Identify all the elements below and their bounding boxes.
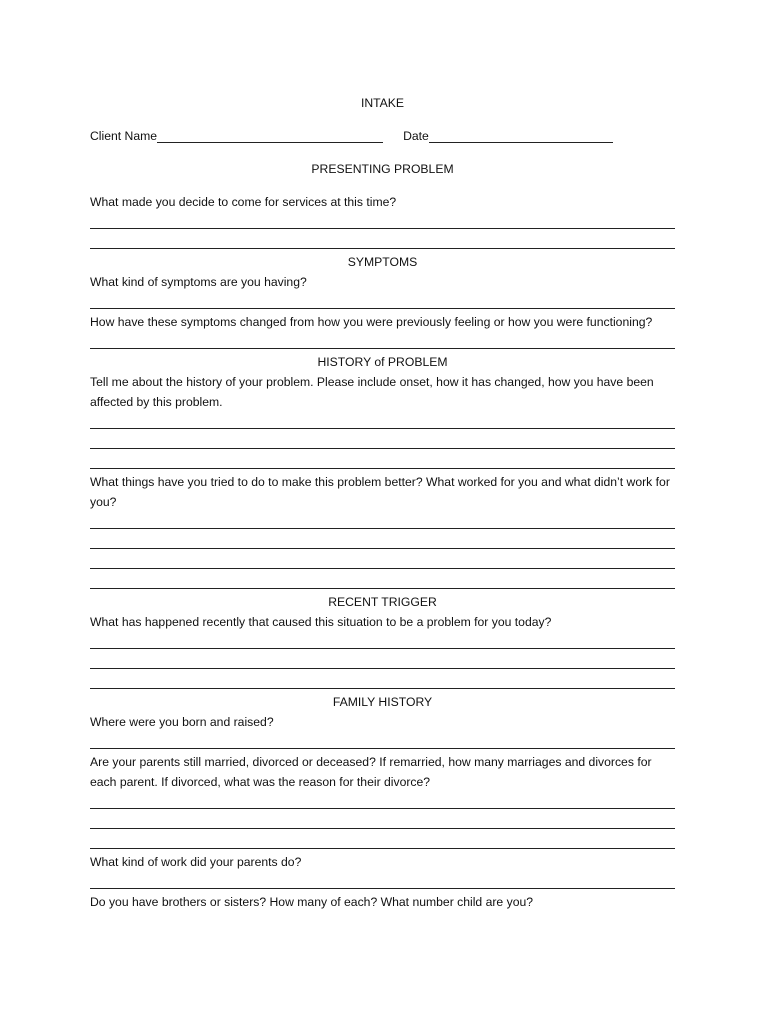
answer-line[interactable] — [90, 812, 675, 832]
date-label: Date — [403, 129, 429, 143]
answer-line[interactable] — [90, 552, 675, 572]
section-heading-family-history: FAMILY HISTORY — [332, 695, 433, 709]
answer-line[interactable] — [90, 632, 675, 652]
answer-line[interactable] — [90, 292, 675, 312]
question-trigger-1: What has happened recently that caused this situation to be a problem for you today? — [90, 615, 552, 629]
answer-line[interactable] — [90, 412, 675, 432]
section-heading-presenting-problem: PRESENTING PROBLEM — [311, 162, 454, 176]
question-symptoms-1: What kind of symptoms are you having? — [90, 275, 307, 289]
client-info-row — [90, 126, 675, 146]
answer-line[interactable] — [90, 652, 675, 672]
question-family-4: Do you have brothers or sisters? How many of each? What number child are you? — [90, 895, 534, 909]
client-name-label: Client Name — [90, 129, 158, 143]
answer-line[interactable] — [90, 432, 675, 452]
client-name-field[interactable] — [157, 128, 383, 143]
section-heading-history: HISTORY of PROBLEM — [317, 355, 448, 369]
intake-form — [90, 93, 675, 912]
answer-line[interactable] — [90, 672, 675, 692]
section-heading-symptoms: SYMPTOMS — [347, 255, 418, 269]
question-history-2: What things have you tried to do to make this problem better? What worked for you and what didn’t work for you? — [90, 475, 670, 509]
answer-line[interactable] — [90, 452, 675, 472]
question-symptoms-2: How have these symptoms changed from how you were previously feeling or how you were functioning? — [90, 315, 653, 329]
answer-line[interactable] — [90, 732, 675, 752]
question-family-3: What kind of work did your parents do? — [90, 855, 302, 869]
answer-line[interactable] — [90, 792, 675, 812]
answer-line[interactable] — [90, 572, 675, 592]
answer-line[interactable] — [90, 232, 675, 252]
question-family-2: Are your parents still married, divorced or deceased? If remarried, how many marriages and divorces for each parent. If divorced, what was the reason for their divorce? — [90, 755, 652, 789]
answer-line[interactable] — [90, 872, 675, 892]
date-field[interactable] — [429, 128, 613, 143]
section-heading-recent-trigger: RECENT TRIGGER — [328, 595, 437, 609]
question-family-1: Where were you born and raised? — [90, 715, 274, 729]
answer-line[interactable] — [90, 512, 675, 532]
question-presenting-1: What made you decide to come for services at this time? — [90, 195, 397, 209]
answer-line[interactable] — [90, 832, 675, 852]
answer-line[interactable] — [90, 212, 675, 232]
question-history-1: Tell me about the history of your problem. Please include onset, how it has changed, how you have been affected by this problem. — [90, 375, 654, 409]
answer-line[interactable] — [90, 532, 675, 552]
form-title: INTAKE — [360, 96, 405, 110]
answer-line[interactable] — [90, 332, 675, 352]
